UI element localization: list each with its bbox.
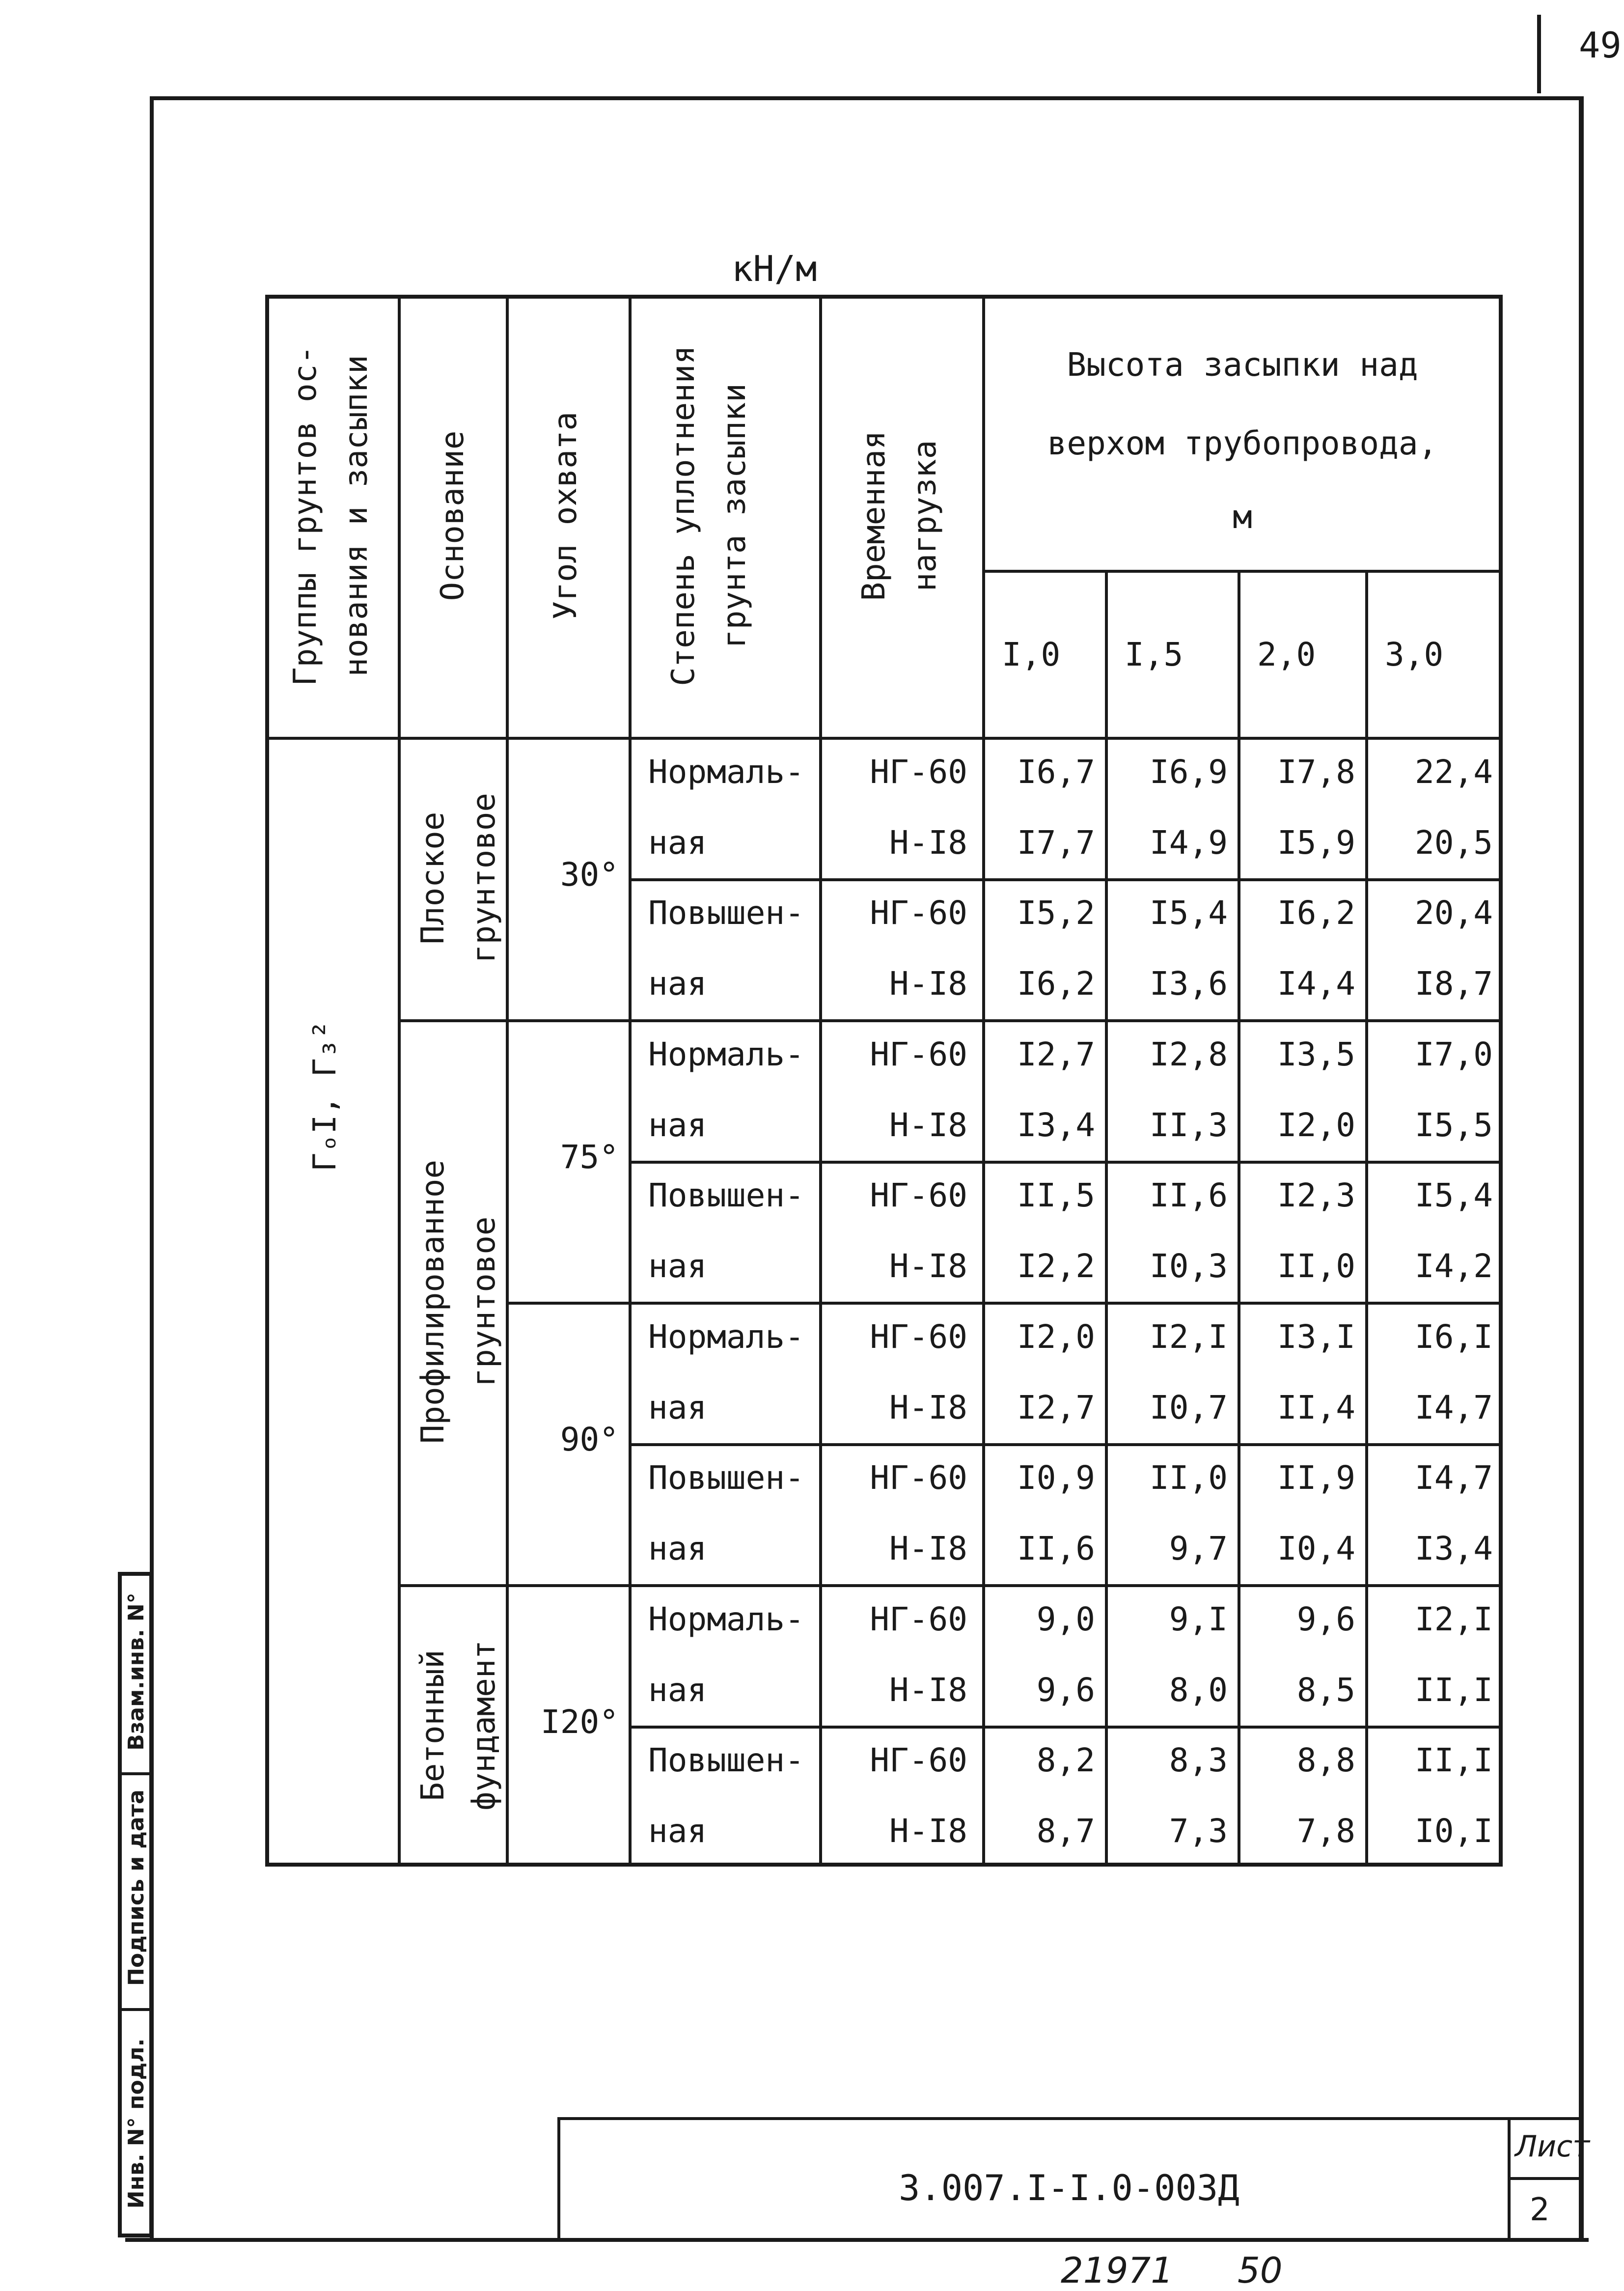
title-block-border <box>557 2117 1584 2120</box>
table-cell-value: 9,6 <box>1036 1671 1095 1709</box>
load-label: НГ-60 <box>870 1459 967 1497</box>
table-cell-value: 9,7 <box>1169 1530 1228 1568</box>
base-divider <box>398 1019 506 1022</box>
table-cell-value: I5,4 <box>1415 1176 1493 1215</box>
column-line <box>1238 570 1240 1867</box>
table-cell-value: I3,5 <box>1277 1035 1355 1073</box>
table-cell-value: II,3 <box>1150 1106 1228 1144</box>
table-cell-value: I7,0 <box>1415 1035 1493 1073</box>
load-label: Н-I8 <box>889 1530 967 1568</box>
stamp-signature-date: Подпись и дата <box>124 1789 149 1986</box>
header-height-title: Высота засыпки над <box>1067 346 1418 384</box>
table-cell-value: 8,0 <box>1169 1671 1228 1709</box>
table-cell-value: 20,5 <box>1415 823 1493 862</box>
load-label: Н-I8 <box>889 1388 967 1426</box>
table-cell-value: I5,9 <box>1277 823 1355 862</box>
header-soil-groups: Группы грунтов ос- нования и засыпки <box>287 345 375 686</box>
table-cell-value: I6,9 <box>1150 753 1228 791</box>
column-line <box>629 295 632 1867</box>
table-cell-value: I0,I <box>1415 1812 1493 1850</box>
table-cell-value: I2,2 <box>1017 1247 1095 1285</box>
table-cell-value: I2,0 <box>1277 1106 1355 1144</box>
table-cell-value: I2,0 <box>1017 1317 1095 1356</box>
row-divider <box>629 1726 1503 1729</box>
load-label: Н-I8 <box>889 1106 967 1144</box>
header-angle: Угол охвата <box>548 412 584 620</box>
compaction-label: ная <box>648 965 707 1003</box>
base-label: Профилированное грунтовое <box>415 1160 502 1444</box>
table-cell-value: I2,7 <box>1017 1388 1095 1426</box>
page-number: 49 <box>1579 25 1622 66</box>
table-cell-value: 20,4 <box>1415 894 1493 932</box>
table-cell-value: II,5 <box>1017 1176 1095 1215</box>
table-cell-value: I0,7 <box>1150 1388 1228 1426</box>
compaction-label: Нормаль- <box>648 1600 804 1638</box>
table-cell-value: I5,4 <box>1150 894 1228 932</box>
row-divider <box>629 1584 1503 1587</box>
table-cell-value: I2,8 <box>1150 1035 1228 1073</box>
load-label: Н-I8 <box>889 965 967 1003</box>
stamp-replace-inv: Взам.инв. N° <box>124 1593 149 1751</box>
header-compaction: Степень уплотнения грунта засыпки <box>665 345 753 686</box>
table-cell-value: II,6 <box>1017 1530 1095 1568</box>
table-cell-value: II,6 <box>1150 1176 1228 1215</box>
load-table <box>265 295 1503 1867</box>
compaction-label: ная <box>648 1812 707 1850</box>
table-cell-value: I5,5 <box>1415 1106 1493 1144</box>
header-load: Временная нагрузка <box>856 430 943 601</box>
table-cell-value: I8,7 <box>1415 965 1493 1003</box>
table-border <box>265 1863 1503 1867</box>
row-divider <box>629 1443 1503 1446</box>
stamp-separator <box>122 2008 149 2011</box>
compaction-label: ная <box>648 1106 707 1144</box>
table-cell-value: I6,2 <box>1017 965 1095 1003</box>
header-height-title: верхом трубопровода, <box>1047 424 1438 462</box>
compaction-label: Нормаль- <box>648 753 804 791</box>
unit-label: кН/м <box>732 248 817 289</box>
table-cell-value: I0,3 <box>1150 1247 1228 1285</box>
compaction-label: ная <box>648 1671 707 1709</box>
base-label: Бетонный фундамент <box>415 1640 502 1811</box>
load-label: НГ-60 <box>870 894 967 932</box>
load-label: Н-I8 <box>889 1671 967 1709</box>
load-label: НГ-60 <box>870 1741 967 1780</box>
table-cell-value: I6,7 <box>1017 753 1095 791</box>
angle-value: 75° <box>560 1138 619 1176</box>
angle-divider <box>506 1019 629 1022</box>
compaction-label: ная <box>648 1388 707 1426</box>
header-base: Основание <box>435 430 471 601</box>
load-label: Н-I8 <box>889 1247 967 1285</box>
compaction-label: Повышен- <box>648 1459 804 1497</box>
title-block-border <box>557 2117 560 2240</box>
table-cell-value: 7,3 <box>1169 1812 1228 1850</box>
table-cell-value: 9,I <box>1169 1600 1228 1638</box>
table-cell-value: I2,I <box>1150 1317 1228 1356</box>
column-line <box>398 295 401 1867</box>
table-cell-value: II,0 <box>1150 1459 1228 1497</box>
load-label: НГ-60 <box>870 1035 967 1073</box>
table-cell-value: I3,4 <box>1017 1106 1095 1144</box>
compaction-label: Повышен- <box>648 1741 804 1780</box>
header-height-value: 2,0 <box>1257 636 1316 673</box>
table-cell-value: I2,7 <box>1017 1035 1095 1073</box>
row-divider <box>629 878 1503 881</box>
sheet-number: 2 <box>1530 2192 1550 2228</box>
compaction-label: Нормаль- <box>648 1035 804 1073</box>
header-height-value: 3,0 <box>1385 636 1444 673</box>
table-cell-value: II,4 <box>1277 1388 1355 1426</box>
handwritten-number: 50 <box>1238 2250 1283 2291</box>
table-cell-value: II,I <box>1415 1741 1493 1780</box>
header-height-unit: м <box>1233 498 1252 536</box>
table-cell-value: 22,4 <box>1415 753 1493 791</box>
angle-divider <box>506 1302 629 1305</box>
table-cell-value: 8,2 <box>1036 1741 1095 1780</box>
frame-bottom-line <box>125 2238 1589 2242</box>
column-line <box>1105 570 1108 1867</box>
table-cell-value: 8,8 <box>1296 1741 1355 1780</box>
load-label: Н-I8 <box>889 1812 967 1850</box>
compaction-label: ная <box>648 1247 707 1285</box>
angle-value: I20° <box>541 1703 619 1741</box>
table-cell-value: I4,9 <box>1150 823 1228 862</box>
table-cell-value: I3,6 <box>1150 965 1228 1003</box>
angle-value: 90° <box>560 1420 619 1458</box>
table-cell-value: I3,I <box>1277 1317 1355 1356</box>
load-label: НГ-60 <box>870 1176 967 1215</box>
table-cell-value: I0,9 <box>1017 1459 1095 1497</box>
compaction-label: ная <box>648 823 707 862</box>
header-height-value: I,0 <box>1002 636 1061 673</box>
table-cell-value: 8,7 <box>1036 1812 1095 1850</box>
row-divider <box>629 1161 1503 1164</box>
table-cell-value: I0,4 <box>1277 1530 1355 1568</box>
table-cell-value: I6,2 <box>1277 894 1355 932</box>
soil-group-value: ГₒI, Г₃² <box>307 1020 343 1172</box>
table-cell-value: I2,3 <box>1277 1176 1355 1215</box>
table-border <box>265 295 269 1867</box>
title-block-border <box>1508 2177 1584 2180</box>
angle-value: 30° <box>560 855 619 894</box>
compaction-label: Повышен- <box>648 1176 804 1215</box>
load-label: Н-I8 <box>889 823 967 862</box>
row-divider <box>629 1302 1503 1305</box>
load-label: НГ-60 <box>870 1600 967 1638</box>
table-cell-value: I4,7 <box>1415 1459 1493 1497</box>
table-cell-value: 9,6 <box>1296 1600 1355 1638</box>
table-cell-value: 8,5 <box>1296 1671 1355 1709</box>
table-cell-value: I7,7 <box>1017 823 1095 862</box>
table-cell-value: I3,4 <box>1415 1530 1493 1568</box>
compaction-label: Повышен- <box>648 894 804 932</box>
document-code: 3.007.I-I.0-003Д <box>899 2167 1239 2208</box>
table-cell-value: II,0 <box>1277 1247 1355 1285</box>
top-edge-mark <box>1537 15 1541 93</box>
table-cell-value: I2,I <box>1415 1600 1493 1638</box>
compaction-label: ная <box>648 1530 707 1568</box>
table-cell-value: I7,8 <box>1277 753 1355 791</box>
column-line <box>819 295 822 1867</box>
table-cell-value: 9,0 <box>1036 1600 1095 1638</box>
base-divider <box>398 1584 506 1587</box>
table-cell-value: 7,8 <box>1296 1812 1355 1850</box>
stamp-inv-no: Инв. N° подл. <box>124 2038 149 2209</box>
table-cell-value: I4,7 <box>1415 1388 1493 1426</box>
handwritten-number: 21971 <box>1061 2250 1174 2291</box>
angle-divider <box>506 1584 629 1587</box>
table-cell-value: II,9 <box>1277 1459 1355 1497</box>
base-label: Плоское грунтовое <box>415 793 502 963</box>
load-label: НГ-60 <box>870 1317 967 1356</box>
sheet-label: Лист <box>1515 2129 1590 2164</box>
side-stamp <box>118 1572 153 2237</box>
header-height-value: I,5 <box>1125 636 1184 673</box>
table-cell-value: I4,2 <box>1415 1247 1493 1285</box>
load-label: НГ-60 <box>870 753 967 791</box>
compaction-label: Нормаль- <box>648 1317 804 1356</box>
header-line <box>982 570 1503 573</box>
table-cell-value: I4,4 <box>1277 965 1355 1003</box>
column-line <box>1365 570 1368 1867</box>
header-line <box>265 737 1503 740</box>
table-cell-value: I5,2 <box>1017 894 1095 932</box>
table-cell-value: II,I <box>1415 1671 1493 1709</box>
table-border <box>265 295 1503 299</box>
table-cell-value: 8,3 <box>1169 1741 1228 1780</box>
row-divider <box>629 1019 1503 1022</box>
table-cell-value: I6,I <box>1415 1317 1493 1356</box>
